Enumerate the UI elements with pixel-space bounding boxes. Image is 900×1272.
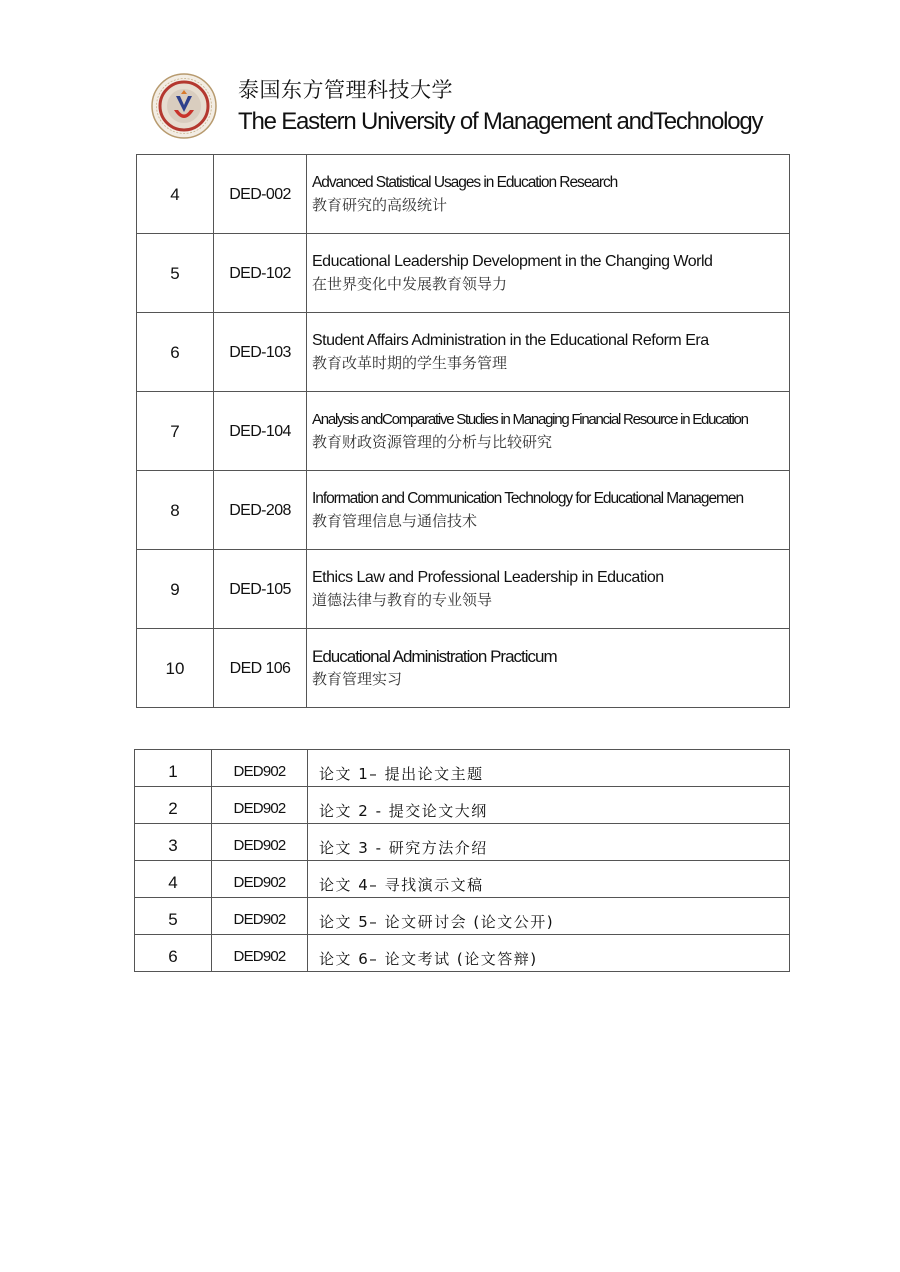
course-title-english: Educational Leadership Development in the Changing World bbox=[312, 253, 713, 270]
thesis-code: DED902 bbox=[212, 824, 308, 861]
thesis-description: 论文 2 - 提交论文大纲 bbox=[308, 787, 790, 824]
course-number: 5 bbox=[137, 234, 214, 313]
thesis-code: DED902 bbox=[212, 787, 308, 824]
table-row bbox=[137, 155, 790, 234]
course-code: DED 106 bbox=[214, 629, 307, 708]
course-number: 8 bbox=[137, 471, 214, 550]
thesis-table bbox=[134, 749, 790, 972]
table-row bbox=[135, 898, 790, 935]
table-row bbox=[137, 550, 790, 629]
course-code: DED-105 bbox=[214, 550, 307, 629]
course-title-chinese: 道德法律与教育的专业领导 bbox=[312, 591, 493, 609]
course-description bbox=[307, 629, 790, 708]
table-row bbox=[135, 750, 790, 787]
thesis-code: DED902 bbox=[212, 861, 308, 898]
thesis-code: DED902 bbox=[212, 935, 308, 972]
thesis-number: 3 bbox=[135, 824, 212, 861]
course-description bbox=[307, 155, 790, 234]
table-row bbox=[137, 392, 790, 471]
course-code: DED-208 bbox=[214, 471, 307, 550]
table-row bbox=[135, 935, 790, 972]
table-row bbox=[137, 629, 790, 708]
courses-table bbox=[136, 154, 790, 708]
thesis-number: 2 bbox=[135, 787, 212, 824]
course-description bbox=[307, 234, 790, 313]
table-row bbox=[137, 234, 790, 313]
table-row bbox=[137, 313, 790, 392]
university-name-english: The Eastern University of Management andTechnology bbox=[238, 108, 763, 135]
thesis-number: 6 bbox=[135, 935, 212, 972]
course-description bbox=[307, 392, 790, 471]
thesis-description: 论文 3 - 研究方法介绍 bbox=[308, 824, 790, 861]
course-title-english: Ethics Law and Professional Leadership in Education bbox=[312, 569, 664, 586]
thesis-description: 论文 6– 论文考试 (论文答辩) bbox=[308, 935, 790, 972]
thesis-number: 1 bbox=[135, 750, 212, 787]
course-description bbox=[307, 550, 790, 629]
thesis-code: DED902 bbox=[212, 898, 308, 935]
course-code: DED-104 bbox=[214, 392, 307, 471]
table-row bbox=[135, 824, 790, 861]
course-title-chinese: 教育财政资源管理的分析与比较研究 bbox=[312, 433, 553, 451]
table-row bbox=[137, 471, 790, 550]
course-title-english: Educational Administration Practicum bbox=[312, 647, 557, 666]
course-code: DED-002 bbox=[214, 155, 307, 234]
course-number: 7 bbox=[137, 392, 214, 471]
table-row bbox=[135, 787, 790, 824]
course-description bbox=[307, 313, 790, 392]
table-row bbox=[135, 861, 790, 898]
course-title-chinese: 教育管理信息与通信技术 bbox=[312, 512, 478, 530]
course-description bbox=[307, 471, 790, 550]
university-name-chinese: 泰国东方管理科技大学 bbox=[238, 78, 453, 102]
course-number: 6 bbox=[137, 313, 214, 392]
course-title-english: Student Affairs Administration in the Educational Reform Era bbox=[312, 332, 709, 349]
course-title-chinese: 教育管理实习 bbox=[312, 670, 403, 688]
thesis-description: 论文 4– 寻找演示文稿 bbox=[308, 861, 790, 898]
course-title-chinese: 教育改革时期的学生事务管理 bbox=[312, 354, 508, 372]
course-title-english: Advanced Statistical Usages in Education Research bbox=[312, 174, 618, 191]
thesis-description: 论文 5– 论文研讨会 (论文公开) bbox=[308, 898, 790, 935]
course-number: 9 bbox=[137, 550, 214, 629]
thesis-number: 4 bbox=[135, 861, 212, 898]
university-logo-icon bbox=[150, 72, 218, 140]
course-code: DED-102 bbox=[214, 234, 307, 313]
thesis-code: DED902 bbox=[212, 750, 308, 787]
course-title-chinese: 在世界变化中发展教育领导力 bbox=[312, 275, 508, 293]
course-title-chinese: 教育研究的高级统计 bbox=[312, 196, 448, 214]
course-code: DED-103 bbox=[214, 313, 307, 392]
course-title-english: Information and Communication Technology for Educational Managemen bbox=[312, 490, 744, 507]
thesis-description: 论文 1– 提出论文主题 bbox=[308, 750, 790, 787]
page-header bbox=[150, 70, 763, 140]
course-title-english: Analysis andComparative Studies in Managing Financial Resource in Education bbox=[312, 411, 748, 428]
thesis-number: 5 bbox=[135, 898, 212, 935]
course-number: 4 bbox=[137, 155, 214, 234]
course-number: 10 bbox=[137, 629, 214, 708]
